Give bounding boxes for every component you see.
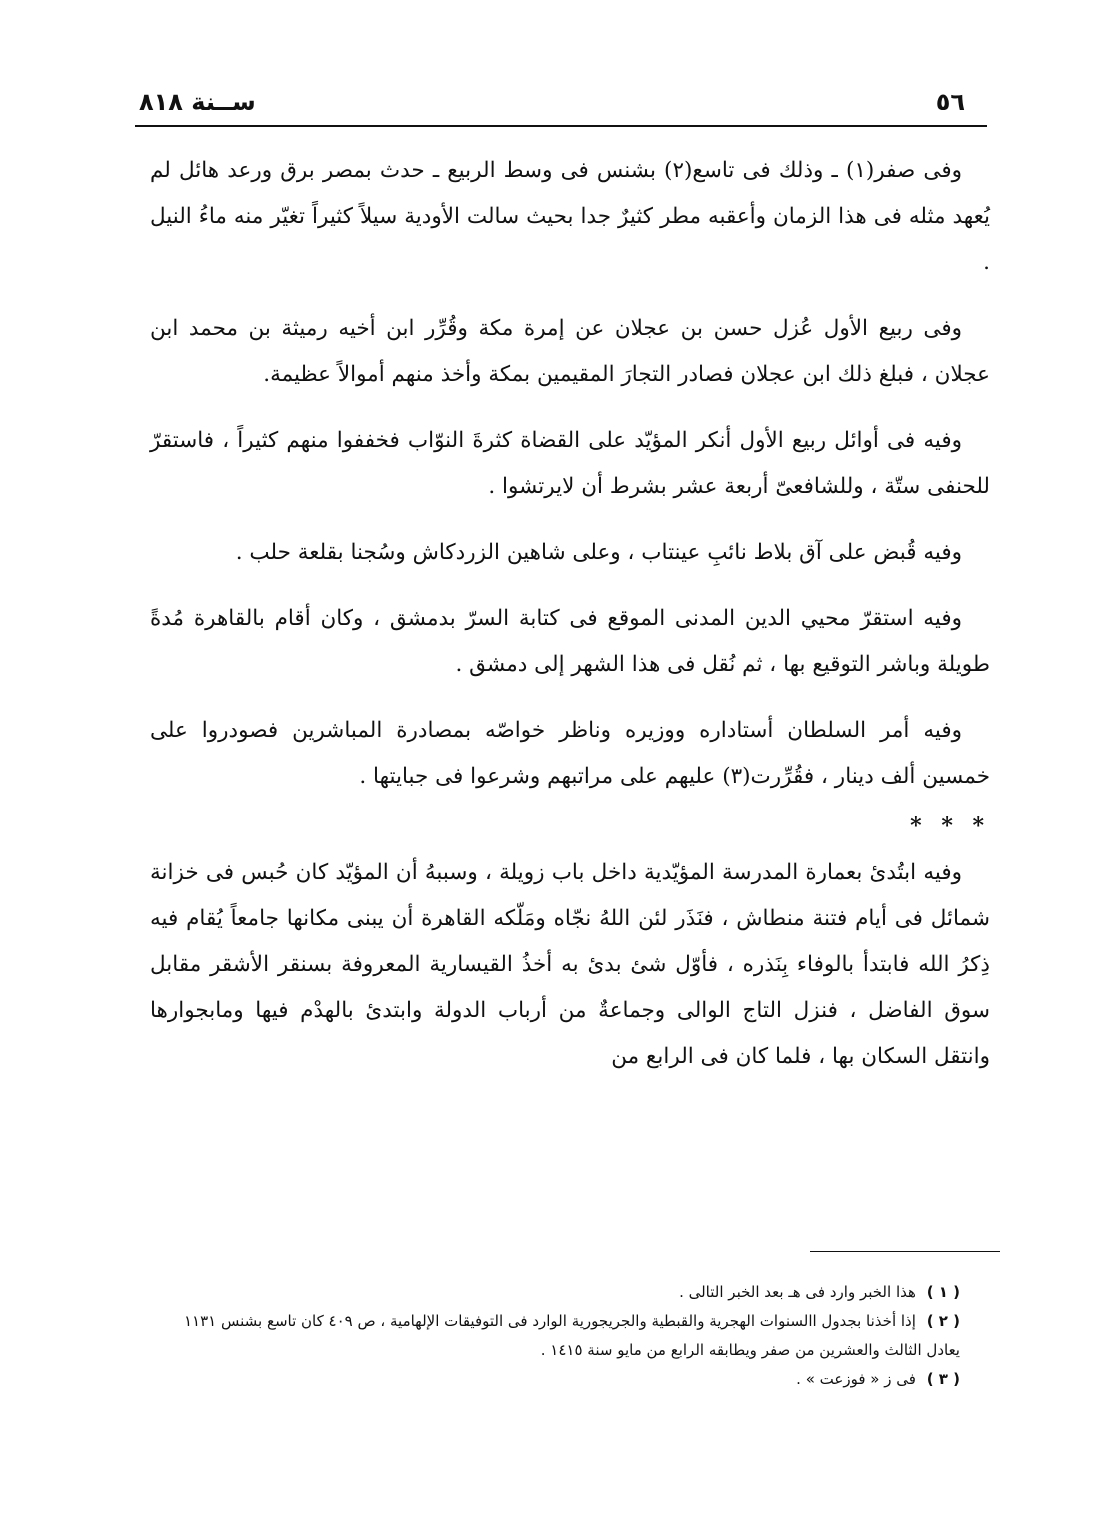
main-text <box>150 148 990 1100</box>
footnote-text: فى ز « فوزعت » . <box>796 1370 916 1388</box>
footnote-divider <box>810 1251 1000 1252</box>
paragraph: وفيه فى أوائل ربيع الأول أنكر المؤيّد على القضاة كثرةَ النوّاب فخففوا منهم كثيراً ، فاستقرّ للحنفى ستّة ، وللشافعىّ أربعة عشر بشرط أن لايرتشوا . <box>150 428 990 499</box>
section-separator: * * * <box>910 813 990 839</box>
footnote <box>150 1365 960 1394</box>
page-header <box>135 82 987 126</box>
header-divider <box>135 125 987 127</box>
footnote-number: ( ١ ) <box>926 1283 960 1301</box>
paragraph: وفيه استقرّ محيي الدين المدنى الموقع فى كتابة السرّ بدمشق ، وكان أقام بالقاهرة مُدةً طويلة وباشر التوقيع بها ، ثم نُقل فى هذا الشهر إلى دمشق . <box>150 606 990 677</box>
footnotes <box>150 1278 960 1394</box>
footnote-text: هذا الخبر وارد فى هـ بعد الخبر التالى . <box>679 1283 916 1301</box>
paragraph: وفيه ابتُدئ بعمارة المدرسة المؤيّدية داخل باب زويلة ، وسببهُ أن المؤيّد كان حُبس فى خزانة شمائل فى أيام فتنة منطاش ، فنَذَر لئن اللهُ نجّاه ومَلّكه القاهرة أن يبنى مكانها جامعاً يُقام فيه ذِكرُ الله فابتدأ بالوفاء بِنَذره ، فأوّل شئ بدئ به أخذُ القيسارية المعروفة بسنقر الأشقر مقابل سوق الفاضل ، فنزل التاج الوالى وجماعةٌ من أرباب الدولة وابتدئ بالهدْم فيها ومابجوارها وانتقل السكان بها ، فلما كان فى الرابع من <box>150 860 990 1069</box>
running-head-year: ســنة ٨١٨ <box>139 88 256 116</box>
paragraph: وفى صفر(١) ـ وذلك فى تاسع(٢) بشنس فى وسط الربيع ـ حدث بمصر برق ورعد هائل لم يُعهد مثله فى هذا الزمان وأعقبه مطر كثيرٌ جدا بحيث سالت الأودية سيلاً كثيراً تغيّر منه ماءُ النيل . <box>150 158 990 275</box>
page-number: ٥٦ <box>935 88 965 116</box>
footnote <box>150 1307 960 1365</box>
paragraph: وفى ربيع الأول عُزل حسن بن عجلان عن إمرة مكة وقُرِّر ابن أخيه رميثة بن محمد ابن عجلان ، فبلغ ذلك ابن عجلان فصادر التجارَ المقيمين بمكة وأخذ منهم أموالاً عظيمة. <box>150 316 990 387</box>
paragraph: وفيه قُبض على آق بلاط نائبِ عينتاب ، وعلى شاهين الزردكاش وسُجنا بقلعة حلب . <box>235 540 962 565</box>
footnote-text: إذا أخذنا بجدول االسنوات الهجرية والقبطية والجريجورية الوارد فى التوفيقات الإلهامية ، ص ٤٠٩ كان تاسع بشنس ١١٣١ يعادل الثالث والعشرين من صفر ويطابقه الرابع من مايو سنة ١٤١٥ . <box>184 1312 960 1359</box>
footnote-number: ( ٢ ) <box>926 1312 960 1330</box>
footnote-number: ( ٣ ) <box>926 1370 960 1388</box>
paragraph: وفيه أمر السلطان أستاداره ووزيره وناظر خواصّه بمصادرة المباشرين فصودروا على خمسين ألف دينار ، فقُرِّرت(٣) عليهم على مراتبهم وشرعوا فى جبايتها . <box>150 718 990 789</box>
footnote <box>150 1278 960 1307</box>
